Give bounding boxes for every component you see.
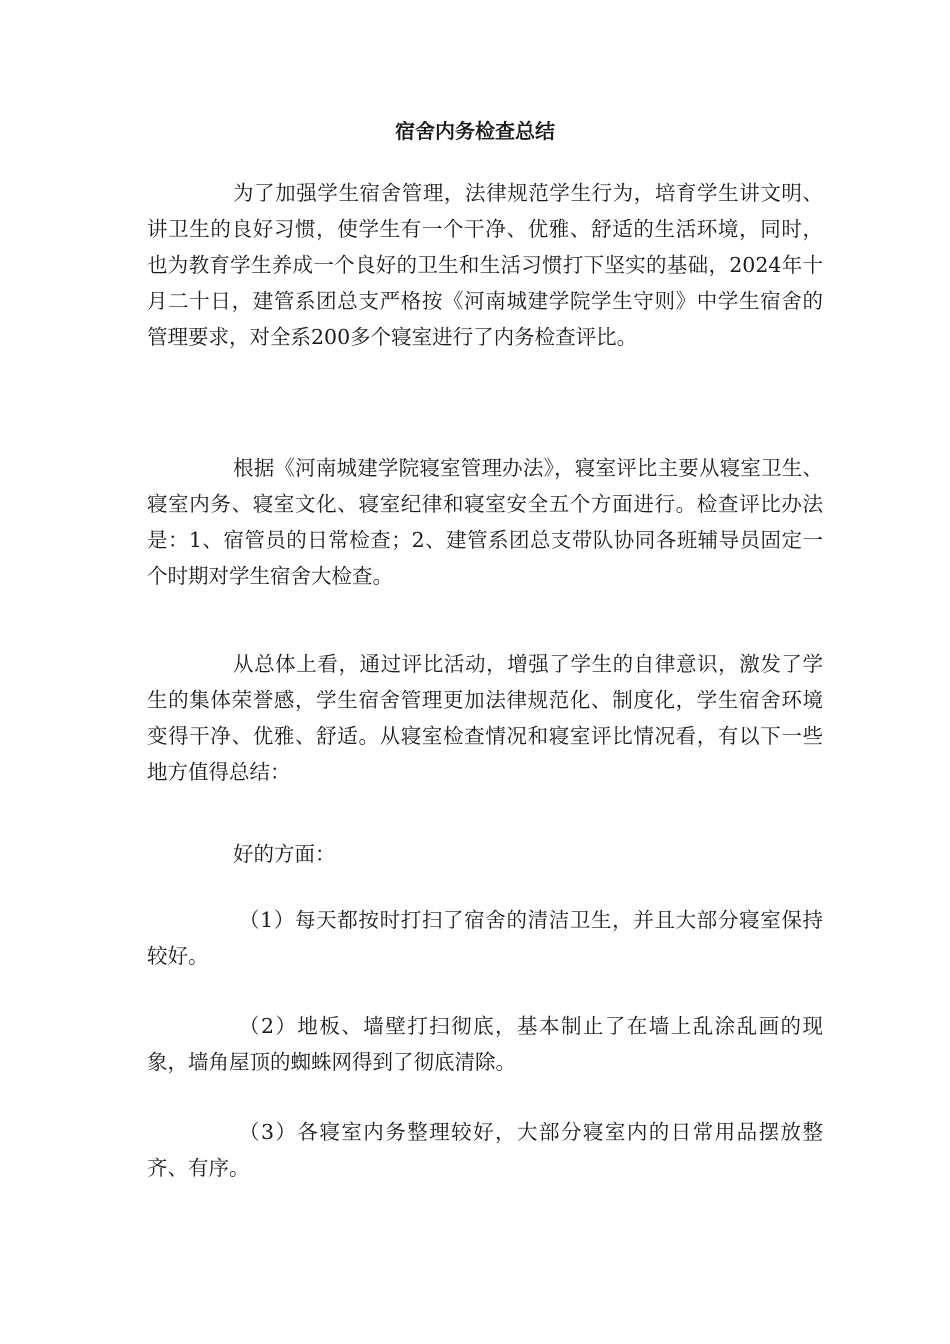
document-title: 宿舍内务检查总结: [395, 119, 555, 143]
paragraph-item-3: （3）各寝室内务整理较好，大部分寝室内的日常用品摆放整齐、有序。: [147, 1120, 823, 1180]
paragraph-item-2: （2）地板、墙壁打扫彻底，基本制止了在墙上乱涂乱画的现象，墙角屋顶的蜘蛛网得到了彻底清除。: [147, 1014, 823, 1074]
paragraph-overview: 从总体上看，通过评比活动，增强了学生的自律意识，激发了学生的集体荣誉感，学生宿舍管理更加法律规范化、制度化，学生宿舍环境变得干净、优雅、舒适。从寝室检查情况和寝室评比情况看，有以下一些地方值得总结：: [147, 652, 823, 784]
paragraph-method: 根据《河南城建学院寝室管理办法》，寝室评比主要从寝室卫生、寝室内务、寝室文化、寝室纪律和寝室安全五个方面进行。检查评比办法是：1、宿管员的日常检查；2、建管系团总支带队协同各班辅导员固定一个时期对学生宿舍大检查。: [147, 456, 823, 588]
paragraph-item-1: （1）每天都按时打扫了宿舍的清洁卫生，并且大部分寝室保持较好。: [147, 908, 823, 968]
paragraph-intro: 为了加强学生宿舍管理，法律规范学生行为，培育学生讲文明、讲卫生的良好习惯，使学生有一个干净、优雅、舒适的生活环境，同时，也为教育学生养成一个良好的卫生和生活习惯打下坚实的基础，2024年十月二十日，建管系团总支严格按《河南城建学院学生守则》中学生宿舍的管理要求，对全系200多个寝室进行了内务检查评比。: [147, 181, 823, 349]
paragraph-good-aspects-heading: 好的方面：: [233, 842, 336, 866]
